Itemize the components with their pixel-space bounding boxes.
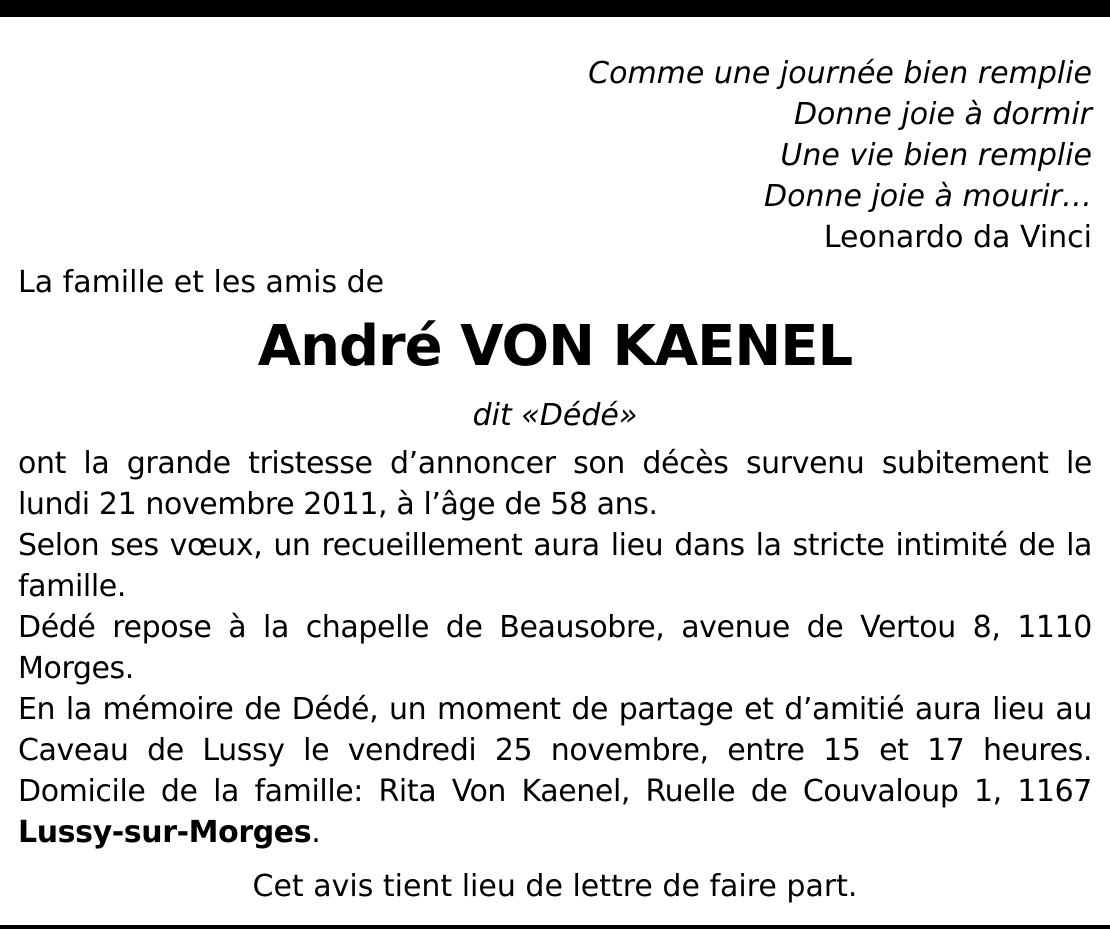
top-border-rule bbox=[0, 0, 1110, 17]
announcement-body bbox=[18, 443, 1092, 853]
quote-line: Donne joie à dormir bbox=[793, 97, 1092, 132]
deceased-nickname: dit «Dédé» bbox=[472, 398, 638, 433]
announcement-paragraph: ont la grande tristesse d’annoncer son décès survenu subitement le lundi 21 novembre 2011, à l’âge de 58 ans. bbox=[18, 446, 1092, 522]
quote-line: Donne joie à mourir… bbox=[763, 179, 1092, 214]
quote-line: Une vie bien remplie bbox=[780, 138, 1092, 173]
closing-note: Cet avis tient lieu de lettre de faire part. bbox=[252, 869, 858, 904]
announcement-paragraph bbox=[18, 689, 1092, 853]
epigraph-quote bbox=[588, 53, 1092, 258]
announcement-paragraph: Selon ses vœux, un recueillement aura lieu dans la stricte intimité de la famille. bbox=[18, 528, 1092, 604]
quote-author: Leonardo da Vinci bbox=[823, 220, 1092, 255]
intro-text: La famille et les amis de bbox=[18, 265, 385, 300]
quote-line: Comme une journée bien remplie bbox=[588, 56, 1092, 91]
paragraph-end: . bbox=[311, 815, 321, 850]
paragraph-text: En la mémoire de Dédé, un moment de partage et d’amitié aura lieu au Caveau de Lussy le vendredi 25 novembre, entre 15 et 17 heures. Domicile de la famille: Rita Von Kaenel, Ruelle de Couvaloup 1, 1167 bbox=[18, 692, 1092, 809]
deceased-name: André VON KAENEL bbox=[257, 314, 853, 379]
announcement-paragraph: Dédé repose à la chapelle de Beausobre, avenue de Vertou 8, 1110 Morges. bbox=[18, 610, 1092, 686]
bottom-border-rule bbox=[0, 925, 1110, 929]
city-name: Lussy-sur-Morges bbox=[18, 815, 312, 850]
